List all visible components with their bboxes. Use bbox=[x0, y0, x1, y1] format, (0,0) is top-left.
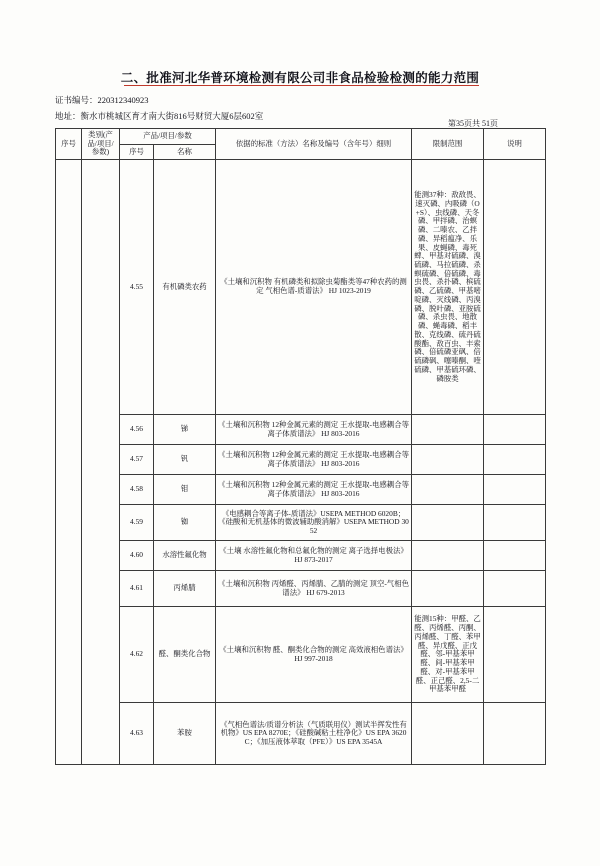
row-note bbox=[484, 160, 546, 415]
table-row bbox=[56, 541, 546, 571]
row-standard: 《电感耦合等离子体-质谱法》USEPA METHOD 6020B；《硅酸和无机基体的微波辅助酸消解》USEPA METHOD 3052 bbox=[216, 505, 412, 541]
row-no: 4.63 bbox=[120, 703, 154, 765]
header-sub-no: 序号 bbox=[120, 144, 154, 160]
capability-table bbox=[55, 128, 546, 765]
row-category-span bbox=[82, 160, 120, 765]
table-row bbox=[56, 505, 546, 541]
table-row bbox=[56, 445, 546, 475]
row-name: 水溶性氟化物 bbox=[154, 541, 216, 571]
row-name: 钒 bbox=[154, 445, 216, 475]
row-no: 4.59 bbox=[120, 505, 154, 541]
header-range: 限制范围 bbox=[412, 129, 484, 160]
row-name: 有机磷类农药 bbox=[154, 160, 216, 415]
row-name: 铷 bbox=[154, 505, 216, 541]
header-note: 说明 bbox=[484, 129, 546, 160]
table-row bbox=[56, 571, 546, 607]
address-line: 地址：衡水市桃城区育才南大街816号财贸大厦6层602室 bbox=[55, 111, 264, 121]
row-note bbox=[484, 445, 546, 475]
row-range: 能测37种：敌敌畏、速灭磷、内吸磷（O+S）、虫线磷、天冬磷、甲拌磷、治螟磷、二嗪农、乙拌磷、异稻瘟净、乐果、皮蝇磷、毒死蜱、甲基对硫磷、溴硫磷、马拉硫磷、杀螟硫磷、倍硫磷、毒虫畏、杀扑磷、槟硫磷、乙硫磷、甲基嘧啶磷、灭线磷、丙溴磷、脱叶磷、亚胺硫磷、杀虫畏、地散磷、蝇毒磷、稻丰散、克线磷、硫丹硫酸酯、敌百虫、丰索磷、倍硫磷亚砜、倍硫磷砜、噻嗪酮、喹硫磷、甲基硫环磷、磷胺类 bbox=[412, 160, 484, 415]
row-range bbox=[412, 703, 484, 765]
row-note bbox=[484, 475, 546, 505]
row-standard: 《气相色谱法/质谱分析法（气质联用仪）测试半挥发性有机物》US EPA 8270E；《硅酸碱粘土柱净化》US EPA 3620C；《加压液体萃取（PFE）》US EPA 3545A bbox=[216, 703, 412, 765]
page-title: 二、批准河北华普环境检测有限公司非食品检验检测的能力范围 bbox=[120, 71, 480, 85]
header-product-group: 产品/项目/参数 bbox=[120, 129, 216, 145]
table-row bbox=[56, 607, 546, 703]
page-number: 第35页共 51页 bbox=[448, 119, 498, 128]
table-row bbox=[56, 160, 546, 415]
row-range: 能测15种：甲醛、乙醛、丙烯醛、丙酮、丙烯醛、丁醛、苯甲醛、异戊醛、正戊醛、邻-甲基苯甲醛、间-甲基苯甲醛、对-甲基苯甲醛、正己醛、2,5-二甲基苯甲醛 bbox=[412, 607, 484, 703]
row-standard: 《土壤和沉积物 醛、酮类化合物的测定 高效液相色谱法》 HJ 997-2018 bbox=[216, 607, 412, 703]
row-standard: 《土壤和沉积物 丙烯醛、丙烯腈、乙腈的测定 顶空-气相色谱法》 HJ 679-2013 bbox=[216, 571, 412, 607]
table-row bbox=[56, 415, 546, 445]
row-no: 4.55 bbox=[120, 160, 154, 415]
row-note bbox=[484, 541, 546, 571]
row-seq-span bbox=[56, 160, 82, 765]
table-row bbox=[56, 475, 546, 505]
header-standard: 依据的标准（方法）名称及编号（含年号）细则 bbox=[216, 129, 412, 160]
row-standard: 《土壤和沉积物 12种金属元素的测定 王水提取-电感耦合等离子体质谱法》 HJ 803-2016 bbox=[216, 475, 412, 505]
row-range bbox=[412, 571, 484, 607]
header-category: 类别(产品/项目/参数) bbox=[82, 129, 120, 160]
row-standard: 《土壤和沉积物 12种金属元素的测定 王水提取-电感耦合等离子体质谱法》 HJ 803-2016 bbox=[216, 445, 412, 475]
row-no: 4.60 bbox=[120, 541, 154, 571]
row-name: 丙烯腈 bbox=[154, 571, 216, 607]
row-note bbox=[484, 505, 546, 541]
row-range bbox=[412, 505, 484, 541]
row-no: 4.57 bbox=[120, 445, 154, 475]
table-row bbox=[56, 703, 546, 765]
row-note bbox=[484, 607, 546, 703]
row-name: 锑 bbox=[154, 415, 216, 445]
header-seq: 序号 bbox=[56, 129, 82, 160]
row-standard: 《土壤和沉积物 12种金属元素的测定 王水提取-电感耦合等离子体质谱法》 HJ 803-2016 bbox=[216, 415, 412, 445]
row-note bbox=[484, 571, 546, 607]
row-name: 苯胺 bbox=[154, 703, 216, 765]
footer-marks bbox=[0, 800, 600, 814]
row-range bbox=[412, 415, 484, 445]
row-note bbox=[484, 415, 546, 445]
row-no: 4.61 bbox=[120, 571, 154, 607]
row-note bbox=[484, 703, 546, 765]
row-range bbox=[412, 541, 484, 571]
title-underline bbox=[124, 85, 479, 86]
header-sub-name: 名称 bbox=[154, 144, 216, 160]
certificate-number: 证书编号：220312340923 bbox=[55, 95, 149, 105]
row-standard: 《土壤和沉积物 有机磷类和拟除虫菊酯类等47种农药的测定 气相色谱-质谱法》 HJ 1023-2019 bbox=[216, 160, 412, 415]
row-name: 钼 bbox=[154, 475, 216, 505]
row-range bbox=[412, 445, 484, 475]
table-header-row bbox=[56, 129, 546, 145]
row-range bbox=[412, 475, 484, 505]
row-standard: 《土壤 水溶性氟化物和总氟化物的测定 离子选择电极法》 HJ 873-2017 bbox=[216, 541, 412, 571]
row-name: 醛、酮类化合物 bbox=[154, 607, 216, 703]
row-no: 4.58 bbox=[120, 475, 154, 505]
row-no: 4.56 bbox=[120, 415, 154, 445]
row-no: 4.62 bbox=[120, 607, 154, 703]
